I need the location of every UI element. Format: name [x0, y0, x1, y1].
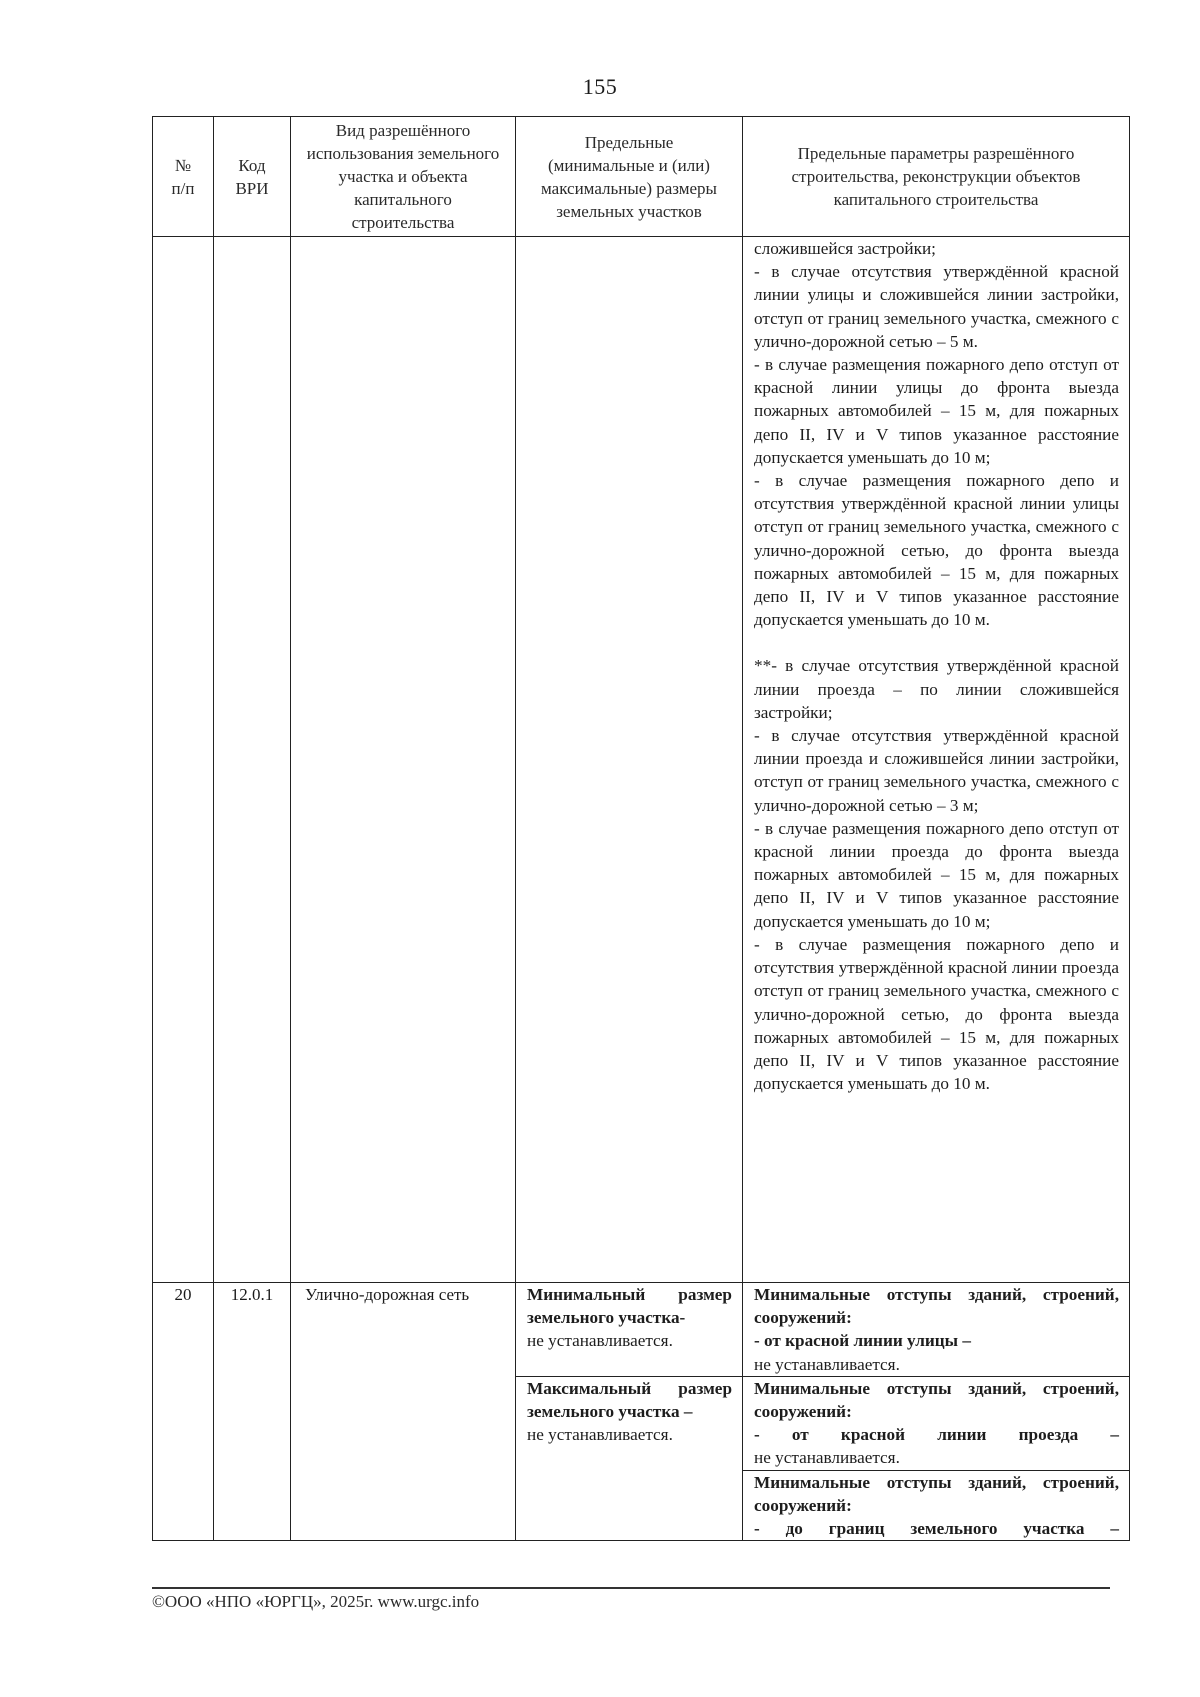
setback-item: - от красной линии проезда – — [754, 1425, 1119, 1445]
setback-value: не устанавливается. — [754, 1448, 900, 1468]
row20-params-cell-1 — [743, 1283, 1130, 1377]
setback-item: - до границ земельного участка – — [754, 1519, 1119, 1539]
row20-max-size-cell — [516, 1376, 743, 1540]
continuation-paragraph: - в случае размещения пожарного депо и отсутствия утверждённой красной линии проезда отступ от границ земельного участка, смежного с улично-дорожной сетью, до фронта выезда пожарных автомобилей – 15 м, для пожарных депо II, IV и V типов указанное расстояние допускается уменьшать до 10 м. — [754, 934, 1119, 1094]
footer-copyright: ©ООО «НПО «ЮРГЦ», 2025г. www.urgc.info — [152, 1592, 480, 1611]
header-plot-sizes: Предельные (минимальные и (или) максимальные) размеры земельных участков — [516, 117, 743, 237]
setback-title: Минимальные отступы зданий, строений, сооружений: — [754, 1285, 1119, 1328]
footer-divider — [152, 1587, 1110, 1589]
max-size-title: Максимальный размер земельного участка – — [527, 1378, 732, 1422]
table-header-row — [153, 117, 1130, 237]
row20-code: 12.0.1 — [214, 1283, 291, 1541]
regulations-table — [152, 116, 1130, 1541]
continuation-paragraph: **- в случае отсутствия утверждённой красной линии проезда – по линии сложившейся застройки; — [754, 656, 1119, 722]
continuation-paragraph: - в случае размещения пожарного депо отступ от красной линии улицы до фронта выезда пожарных автомобилей – 15 м, для пожарных депо II, IV и V типов указанное расстояние допускается уменьшать до 10 м; — [754, 355, 1119, 467]
row20-params-cell-2 — [743, 1376, 1130, 1470]
min-size-value: не устанавливается. — [527, 1331, 673, 1351]
setback-title: Минимальные отступы зданий, строений, сооружений: — [754, 1472, 1119, 1515]
setback-title: Минимальные отступы зданий, строений, сооружений: — [754, 1378, 1119, 1422]
continuation-paragraph: - в случае отсутствия утверждённой красной линии улицы и сложившейся линии застройки, отступ от границ земельного участка, смежного с улично-дорожной сетью – 5 м. — [754, 262, 1119, 351]
continuation-params-cell — [743, 237, 1130, 1283]
row20-params-cell-3 — [743, 1470, 1130, 1541]
row20-use-type: Улично-дорожная сеть — [291, 1283, 516, 1541]
continuation-paragraph: - в случае отсутствия утверждённой красной линии проезда и сложившейся линии застройки, отступ от границ земельного участка, смежного с улично-дорожной сетью – 3 м; — [754, 726, 1119, 815]
setback-value: не устанавливается. — [754, 1354, 900, 1374]
header-params: Предельные параметры разрешённого строительства, реконструкции объектов капитального строительства — [743, 117, 1130, 237]
continuation-paragraph: сложившейся застройки; — [754, 239, 936, 258]
row20-min-size-cell — [516, 1283, 743, 1377]
min-size-title: Минимальный размер земельного участка- — [527, 1285, 732, 1328]
row20-num: 20 — [153, 1283, 214, 1541]
header-code: Код ВРИ — [214, 117, 291, 237]
table-row — [153, 237, 1130, 1283]
header-use-type: Вид разрешённого использования земельного участка и объекта капитального строительства — [291, 117, 516, 237]
page-number: 155 — [582, 74, 618, 99]
continuation-paragraph: - в случае размещения пожарного депо отступ от красной линии проезда до фронта выезда пожарных автомобилей – 15 м, для пожарных депо II, IV и V типов указанное расстояние допускается уменьшать до 10 м; — [754, 818, 1119, 931]
max-size-value: не устанавливается. — [527, 1425, 673, 1445]
setback-item: - от красной линии улицы – — [754, 1331, 971, 1351]
table-row — [153, 1283, 1130, 1377]
continuation-paragraph: - в случае размещения пожарного депо и отсутствия утверждённой красной линии улицы отступ от границ земельного участка, смежного с улично-дорожной сетью, до фронта выезда пожарных автомобилей – 15 м, для пожарных депо II, IV и V типов указанное расстояние допускается уменьшать до 10 м. — [754, 471, 1119, 630]
header-num: № п/п — [153, 117, 214, 237]
